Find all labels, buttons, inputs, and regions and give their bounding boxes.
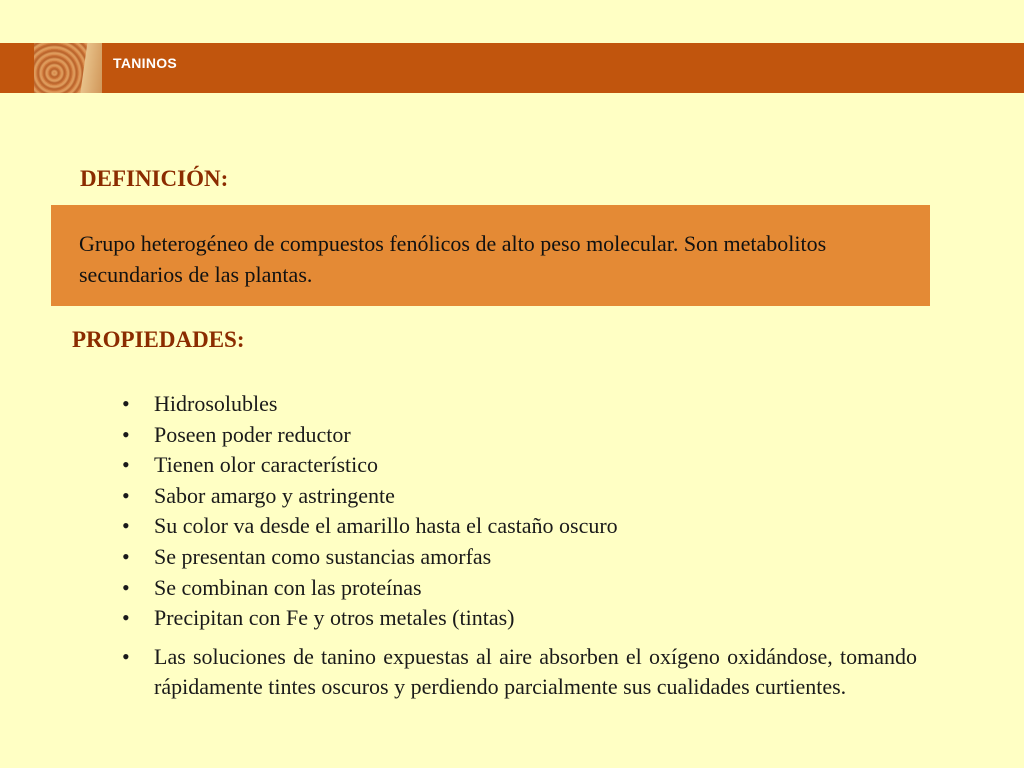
list-item: • Se combinan con las proteínas bbox=[122, 573, 917, 604]
bullet-icon: • bbox=[122, 421, 130, 447]
list-item: • Se presentan como sustancias amorfas bbox=[122, 542, 917, 573]
bullet-icon: • bbox=[122, 452, 130, 478]
properties-list bbox=[122, 389, 917, 703]
list-item: • Hidrosolubles bbox=[122, 389, 917, 420]
bullet-icon: • bbox=[122, 605, 130, 631]
list-item: • Las soluciones de tanino expuestas al aire absorben el oxígeno oxidándose, tomando rápidamente tintes oscuros y perdiendo parcialmente sus cualidades curtientes. bbox=[122, 643, 917, 700]
slide-title: TANINOS bbox=[113, 55, 178, 71]
bullet-icon: • bbox=[122, 543, 130, 569]
bullet-icon: • bbox=[122, 574, 130, 600]
wood-logo-image bbox=[34, 43, 102, 93]
list-item: • Sabor amargo y astringente bbox=[122, 481, 917, 512]
list-item: • Tienen olor característico bbox=[122, 450, 917, 481]
definition-text: Grupo heterogéneo de compuestos fenólicos de alto peso molecular. Son metabolitos secundarios de las plantas. bbox=[79, 231, 827, 287]
list-item: • Poseen poder reductor bbox=[122, 420, 917, 451]
bullet-icon: • bbox=[122, 391, 130, 416]
bullet-icon: • bbox=[122, 513, 130, 539]
definition-box bbox=[51, 205, 930, 306]
bullet-icon: • bbox=[122, 643, 130, 669]
list-item: • Precipitan con Fe y otros metales (tintas) bbox=[122, 603, 917, 634]
properties-heading: PROPIEDADES: bbox=[72, 327, 245, 352]
definition-heading: DEFINICIÓN: bbox=[80, 166, 229, 191]
list-item: • Su color va desde el amarillo hasta el castaño oscuro bbox=[122, 511, 917, 542]
bullet-icon: • bbox=[122, 482, 130, 508]
